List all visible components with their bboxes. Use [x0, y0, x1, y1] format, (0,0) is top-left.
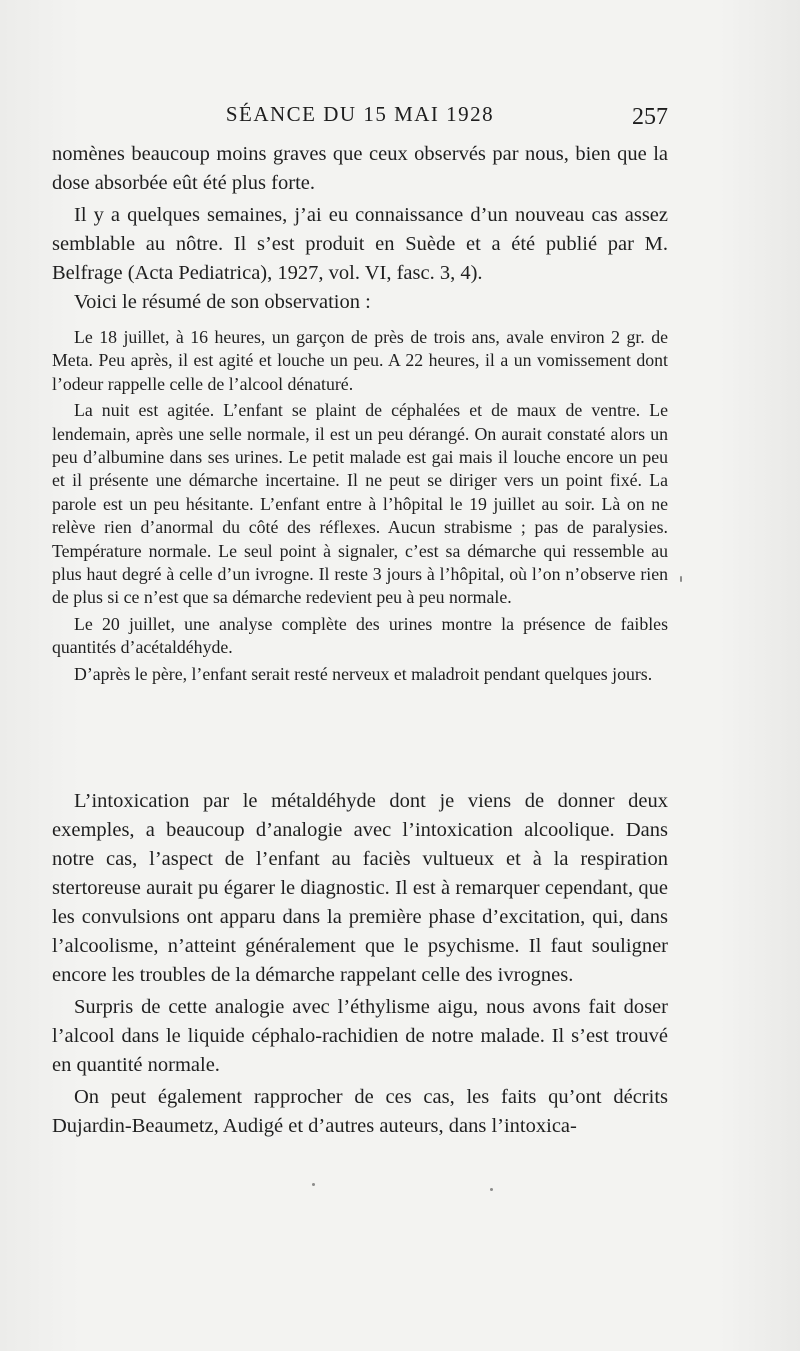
page-header [50, 102, 670, 138]
discussion-paragraph-1: L’intoxication par le métaldéhyde dont je viens de donner deux exemples, a beaucoup d’analogie avec l’intoxication alcoolique. Dans notre cas, l’aspect de l’enfant au faciès vultueux et à la respiration stertoreuse aurait pu égarer le diagnostic. Il est à remarquer cependant, que les convulsions ont apparu dans la première phase d’excitation, qui, dans l’alcoolisme, n’atteint généralement que le psychisme. Il faut souligner encore les troubles de la démarche rappelant celle des ivrognes. [52, 790, 668, 986]
observation-summary [52, 326, 668, 686]
running-head: SÉANCE DU 15 MAI 1928 [225, 102, 495, 126]
observation-paragraph-1: Le 18 juillet, à 16 heures, un garçon de près de trois ans, avale environ 2 gr. de Meta. Peu après, il est agité et louche un peu. A 22 heures, il a un vomissement dont l’odeur rappelle celle de l’alcool dénaturé. [52, 327, 668, 394]
observation-paragraph-2: La nuit est agitée. L’enfant se plaint de céphalées et de maux de ventre. Le lendemain, après une selle normale, il est un peu dérangé. On aurait constaté alors un peu d’albumine dans ses urines. Le petit malade est gai mais il louche encore un peu et il présente une démarche incertaine. Il ne peut se diriger vers un point fixé. La parole est un peu hésitante. L’enfant entre à l’hôpital le 19 juillet au soir. Là on ne relève rien d’anormal du côté des réflexes. Aucun strabisme ; pas de paralysies. Température normale. Le seul point à signaler, c’est sa démarche qui ressemble au plus haut degré à celle d’un ivrogne. Il reste 3 jours à l’hôpital, où l’on n’observe rien de plus si ce n’est que sa démarche redevient peu à peu normale. [52, 400, 668, 608]
intro-paragraph-1: nomènes beaucoup moins graves que ceux observés par nous, bien que la dose absorbée eût été plus forte. [52, 143, 668, 194]
discussion-paragraph-3: On peut également rapprocher de ces cas, les faits qu’ont décrits Dujardin-Beaumetz, Audigé et d’autres auteurs, dans l’intoxica- [52, 1086, 668, 1137]
paper-speck [312, 1183, 315, 1186]
paper-speck [490, 1188, 493, 1191]
observation-paragraph-3: Le 20 juillet, une analyse complète des urines montre la présence de faibles quantités d’acétaldéhyde. [52, 613, 668, 658]
intro-paragraph-3: Voici le résumé de son observation : [74, 291, 371, 313]
intro-section [52, 140, 668, 317]
discussion-section [52, 787, 668, 1141]
page-number: 257 [632, 104, 668, 130]
observation-paragraph-4: D’après le père, l’enfant serait resté nerveux et maladroit pendant quelques jours. [74, 663, 653, 684]
intro-paragraph-2: Il y a quelques semaines, j’ai eu connaissance d’un nouveau cas assez semblable au nôtre. Il s’est produit en Suède et a été publié par M. Belfrage (Acta Pediatrica), 1927, vol. VI, fasc. 3, 4). [52, 204, 668, 284]
discussion-paragraph-2: Surpris de cette analogie avec l’éthylisme aigu, nous avons fait doser l’alcool dans le liquide céphalo-rachidien de notre malade. Il s’est trouvé en quantité normale. [52, 996, 668, 1076]
paper-speck [680, 576, 682, 582]
